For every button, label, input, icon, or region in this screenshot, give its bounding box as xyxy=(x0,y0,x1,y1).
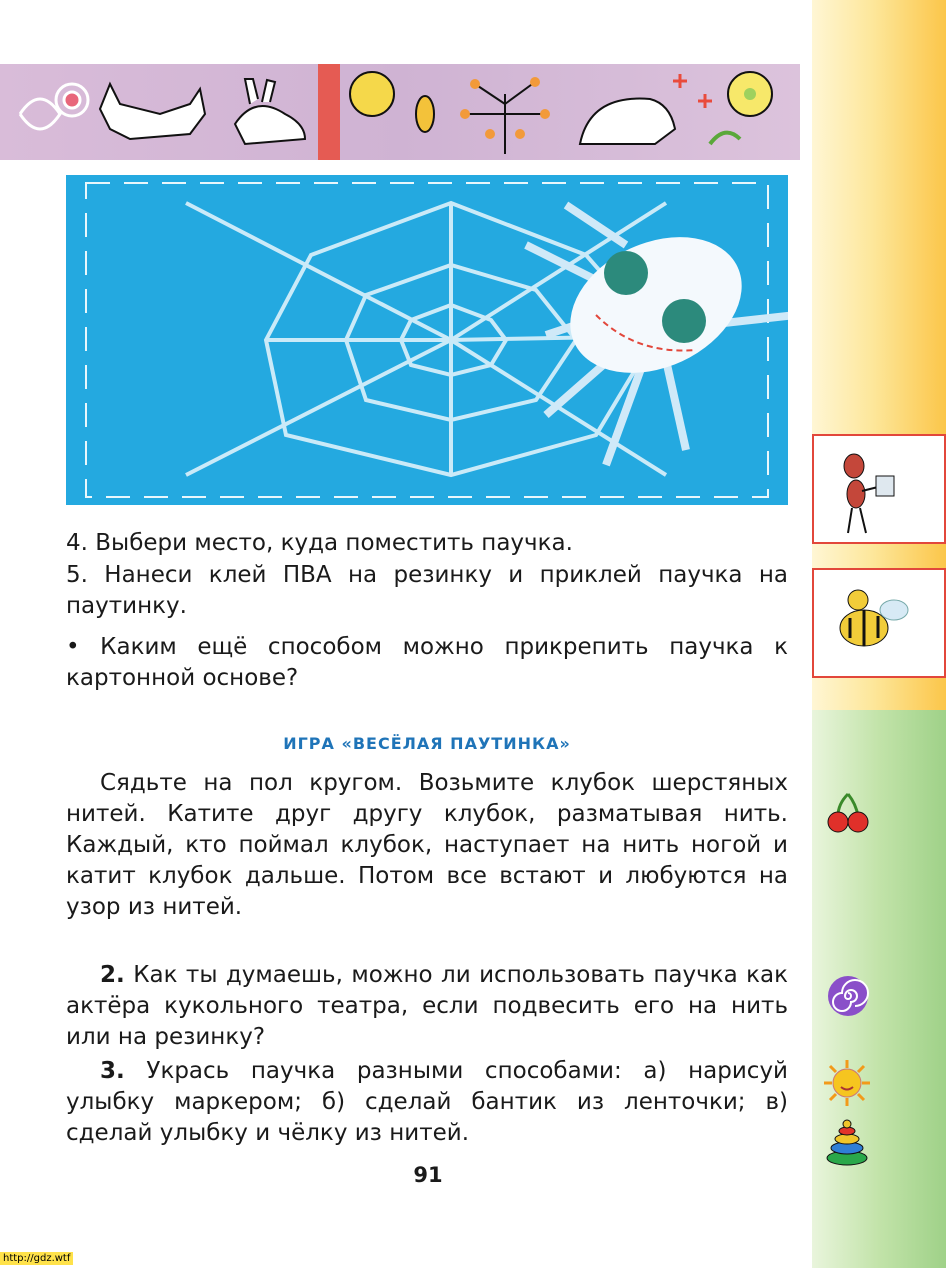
task-2-text: Как ты думаешь, можно ли использовать паучка как актёра кукольного театра, если подвесить его на нить или на резинку? xyxy=(66,962,788,1050)
ornament-strip xyxy=(0,64,800,160)
spiral-icon xyxy=(826,974,870,1018)
berry-tree-icon xyxy=(460,77,550,154)
fox-icon xyxy=(100,84,205,139)
ant-icon xyxy=(814,436,944,542)
question-bullet: • Каким ещё способом можно прикрепить паучка к картонной основе? xyxy=(66,634,788,691)
spider-body xyxy=(548,211,764,399)
pyramid-icon xyxy=(824,1118,870,1166)
ant-icon-box xyxy=(812,434,946,544)
task-3-text: Укрась паучка разными способами: а) нарисуй улыбку маркером; б) сделай бантик из ленточки; в) сделай улыбку и чёлку из нитей. xyxy=(66,1058,788,1146)
page-number: 91 xyxy=(413,1163,443,1187)
game-title: ИГРА «ВЕСЁЛАЯ ПАУТИНКА» xyxy=(283,734,571,753)
spider-photo xyxy=(66,175,788,505)
button-eye-left xyxy=(604,251,648,295)
task-2 xyxy=(66,960,788,1053)
flower-icon xyxy=(710,72,772,144)
ornament-drawing xyxy=(0,64,800,160)
step-4-text: 4. Выбери место, куда поместить паучка. xyxy=(66,530,573,556)
hedgehog-icon xyxy=(580,99,675,144)
cherry-icon xyxy=(826,790,870,836)
bee-icon xyxy=(814,570,944,676)
sun-icon xyxy=(822,1058,872,1108)
plus-marks-icon xyxy=(673,74,712,108)
spider-web-illustration xyxy=(66,175,788,505)
watermark-link[interactable]: http://gdz.wtf xyxy=(0,1252,73,1265)
bee-icon-box xyxy=(812,568,946,678)
game-text: Сядьте на пол кругом. Возьмите клубок шерстяных нитей. Катите друг другу клубок, разматывая нить. Каждый, кто поймал клубок, наступает на нить ногой и катит клубок дальше. Потом все встают и любуются на узор из нитей. xyxy=(66,770,788,920)
task-3 xyxy=(66,1056,788,1149)
task-2-number: 2. xyxy=(100,962,125,988)
button-eye-right xyxy=(662,299,706,343)
cross-stitch-icon xyxy=(318,64,340,160)
bud-icon xyxy=(416,96,434,132)
step-5-text: 5. Нанеси клей ПВА на резинку и приклей паучка на паутинку. xyxy=(66,562,788,619)
rose-icon xyxy=(350,72,394,116)
task-3-number: 3. xyxy=(100,1058,125,1084)
rabbit-icon xyxy=(235,79,305,144)
